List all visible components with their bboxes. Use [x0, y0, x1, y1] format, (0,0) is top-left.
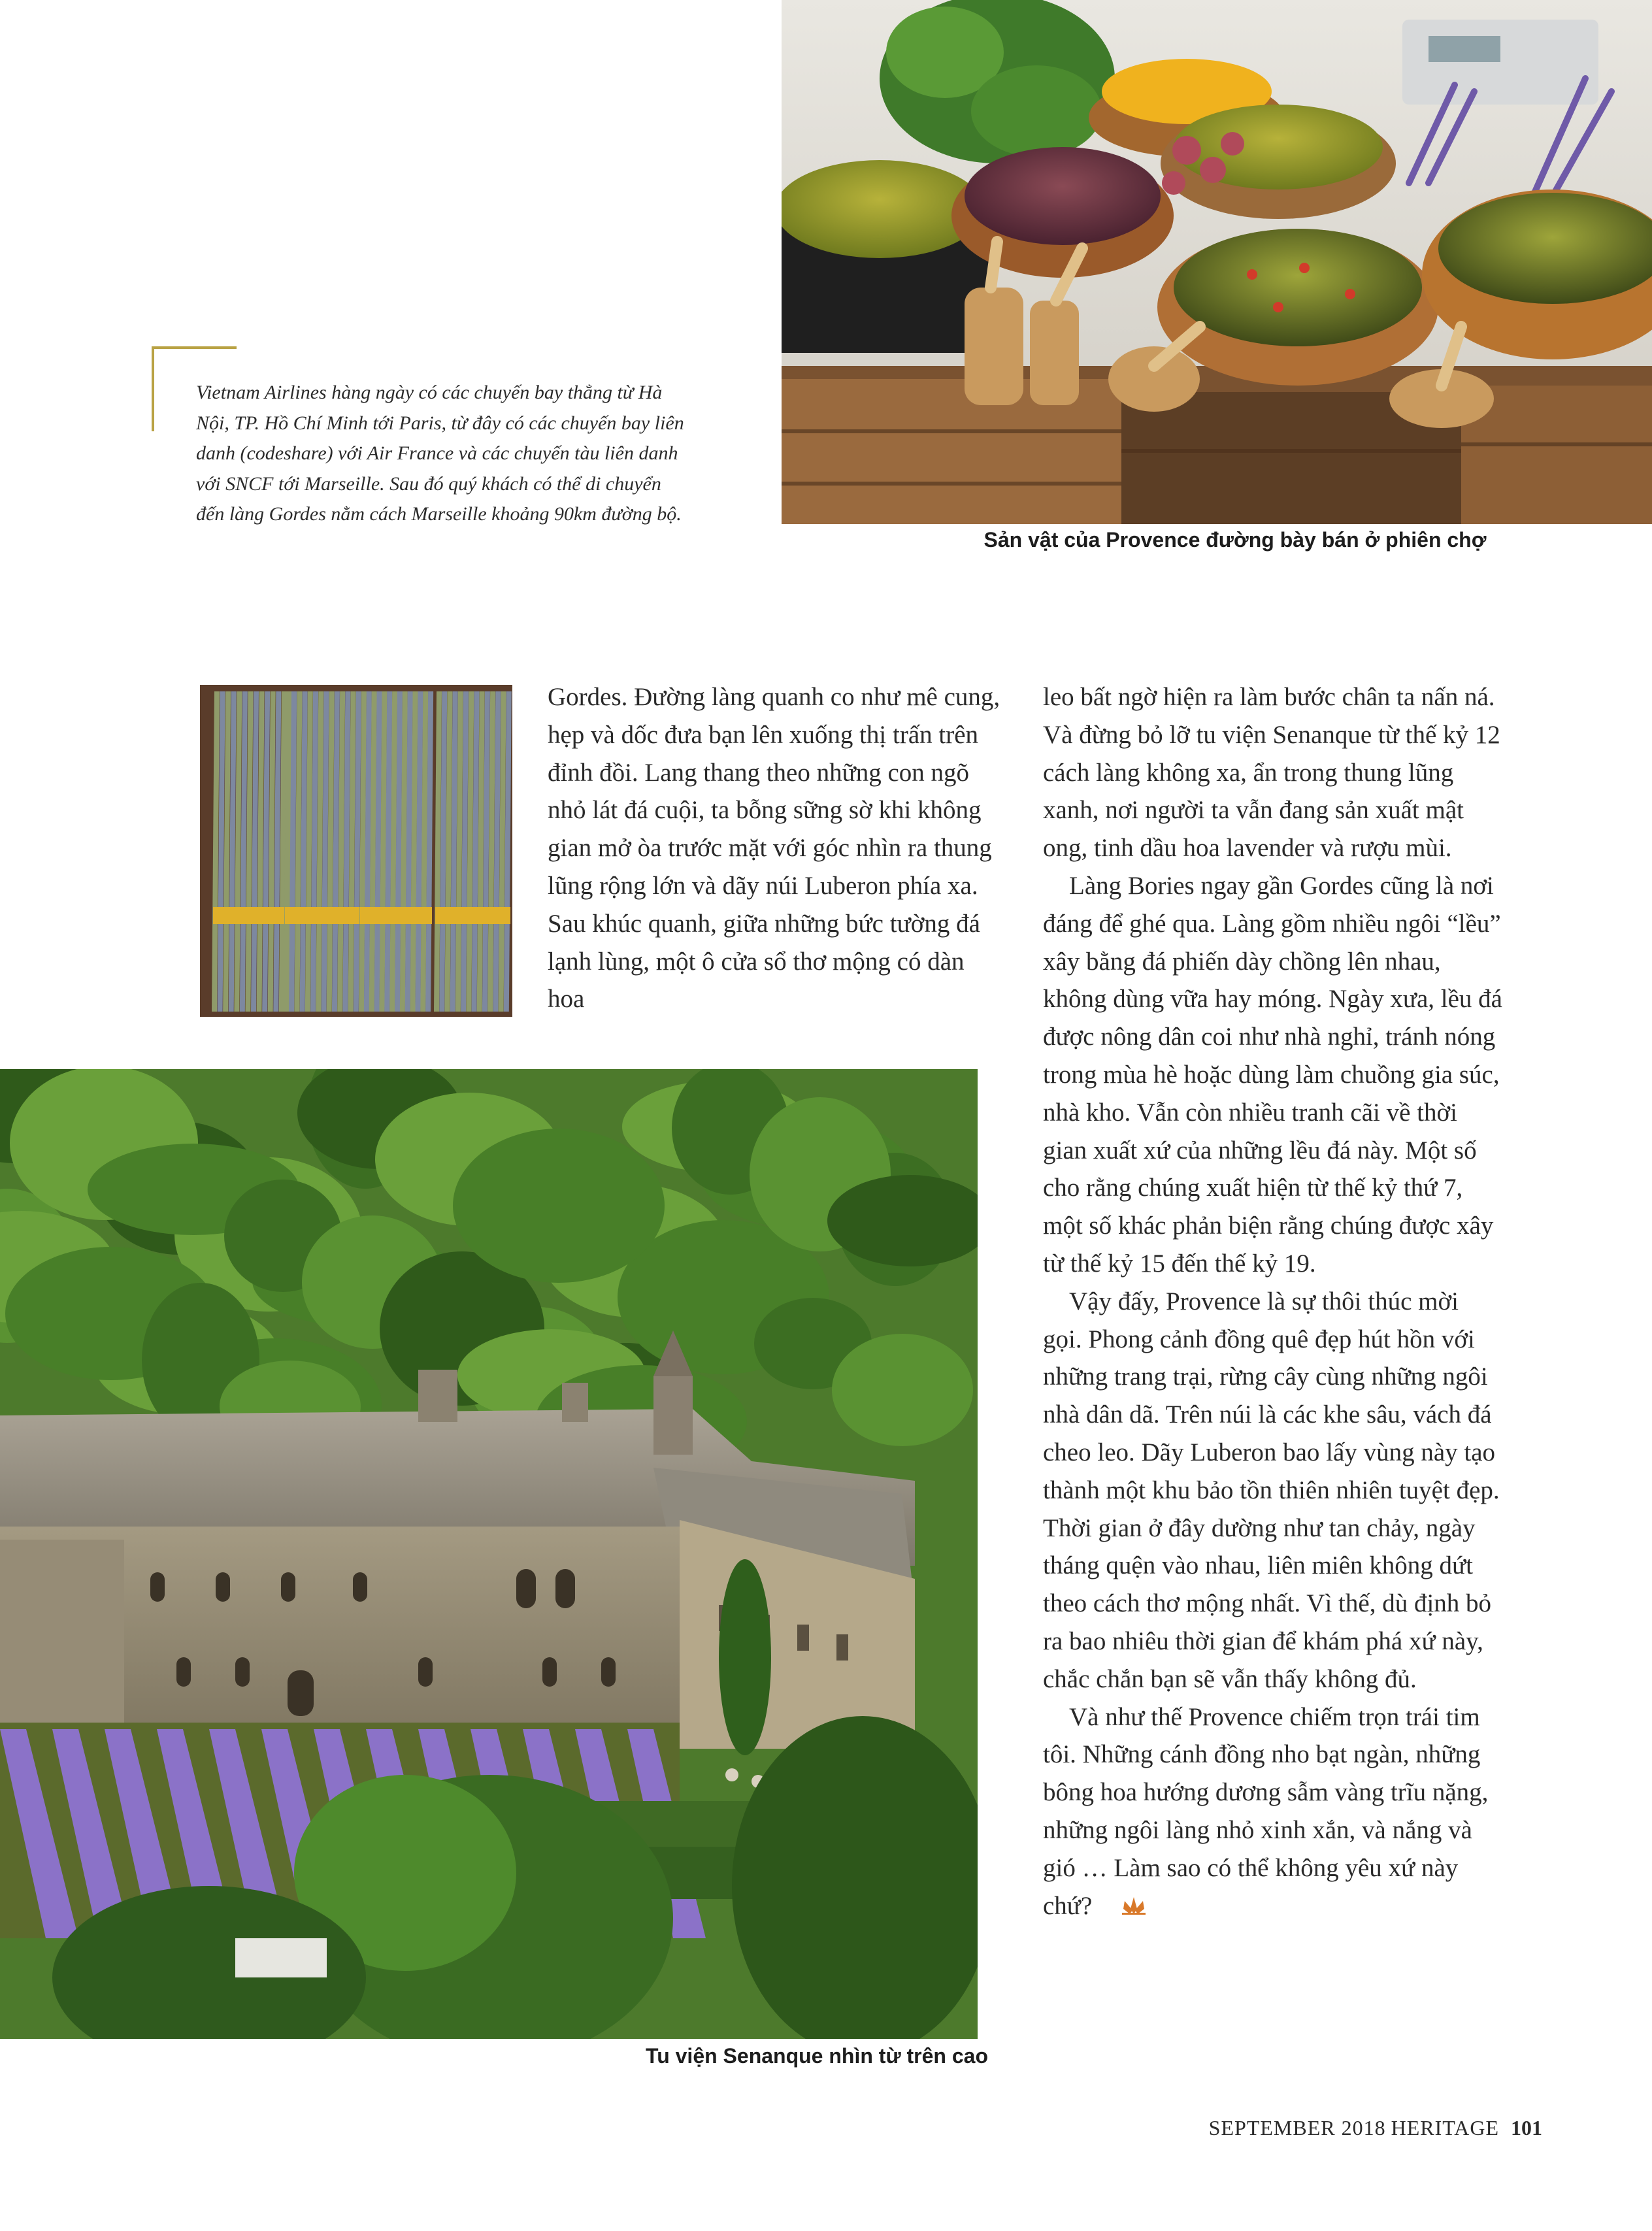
- article-paragraph: Làng Bories ngay gần Gordes cũng là nơi đáng để ghé qua. Làng gồm nhiều ngôi “lều” xây bằng đá phiến dày chồng lên nhau, không dùng vữa hay móng. Ngày xưa, lều đá được nông dân coi như nhà nghỉ, tránh nóng trong mùa hè hoặc dùng làm chuồng gia súc, nhà kho. Vẫn còn nhiều tranh cãi về thời gian xuất xứ của những lều đá này. Một số cho rằng chúng xuất hiện từ thế kỷ thứ 7, một số khác phản biện rằng chúng được xây từ thế kỷ 15 đến thế kỷ 19.: [1043, 871, 1502, 1278]
- magazine-name: HERITAGE: [1391, 2116, 1499, 2140]
- travel-info-note: Vietnam Airlines hàng ngày có các chuyến bay thẳng từ Hà Nội, TP. Hồ Chí Minh tới Paris, từ đây có các chuyến bay liên danh (codeshare) với Air France và các chuyến tàu liên danh với SNCF tới Marseille. Sau đó quý khách có thể di chuyển đến làng Gordes nằm cách Marseille khoảng 90km đường bộ.: [196, 382, 684, 525]
- issue-date: SEPTEMBER 2018: [1208, 2116, 1386, 2140]
- article-paragraph-last: [1043, 1698, 1503, 1925]
- page-number: 101: [1511, 2116, 1542, 2140]
- lavender-bundles-photo: [200, 685, 512, 1017]
- article-column-middle: [548, 678, 1006, 1018]
- article-paragraph: Gordes. Đường làng quanh co như mê cung, hẹp và dốc đưa bạn lên xuống thị trấn trên đỉnh đồi. Lang thang theo những con ngõ nhỏ lát đá cuội, ta bỗng sững sờ khi không gian mở òa trước mặt với góc nhìn ra thung lũng rộng lớn và dãy núi Luberon phía xa. Sau khúc quanh, giữa những bức tường đá lạnh lùng, một ô cửa sổ thơ mộng có dàn hoa: [548, 683, 1000, 1014]
- senanque-photo-caption: Tu viện Senanque nhìn từ trên cao: [646, 2044, 988, 2068]
- article-paragraph: leo bất ngờ hiện ra làm bước chân ta nấn ná. Và đừng bỏ lỡ tu viện Senanque từ thế kỷ 12 cách làng không xa, ẩn trong thung lũng xanh, nơi người ta vẫn đang sản xuất mật ong, tinh dầu hoa lavender và rượu mùi.: [1043, 683, 1500, 863]
- article-paragraph-text: Và như thế Provence chiếm trọn trái tim tôi. Những cánh đồng nho bạt ngàn, những bông hoa hướng dương sẫm vàng trĩu nặng, những ngôi làng nhỏ xinh xắn, và nắng và gió … Làm sao có thể không yêu xứ này chứ?: [1043, 1702, 1489, 1920]
- page-footer: [1209, 2116, 1542, 2140]
- senanque-abbey-photo: [0, 1069, 978, 2039]
- article-column-right: [1043, 678, 1503, 1925]
- lotus-end-mark-icon: [1095, 1889, 1121, 1908]
- market-photo-caption: Sản vật của Provence đường bày bán ở phiên chợ: [983, 528, 1487, 552]
- article-paragraph: Vậy đấy, Provence là sự thôi thúc mời gọi. Phong cảnh đồng quê đẹp hút hồn với những trang trại, rừng cây cùng những ngôi nhà dân dã. Trên núi là các khe sâu, vách đá cheo leo. Dãy Luberon bao lấy vùng này tạo thành một khu bảo tồn thiên nhiên tuyệt đẹp. Thời gian ở đây dường như tan chảy, ngày tháng quện vào nhau, liên miên không dứt theo cách thơ mộng nhất. Vì thế, dù định bỏ ra bao nhiêu thời gian để khám phá xứ này, chắc chắn bạn sẽ vẫn thấy không đủ.: [1043, 1287, 1500, 1693]
- market-produce-photo: [782, 0, 1652, 524]
